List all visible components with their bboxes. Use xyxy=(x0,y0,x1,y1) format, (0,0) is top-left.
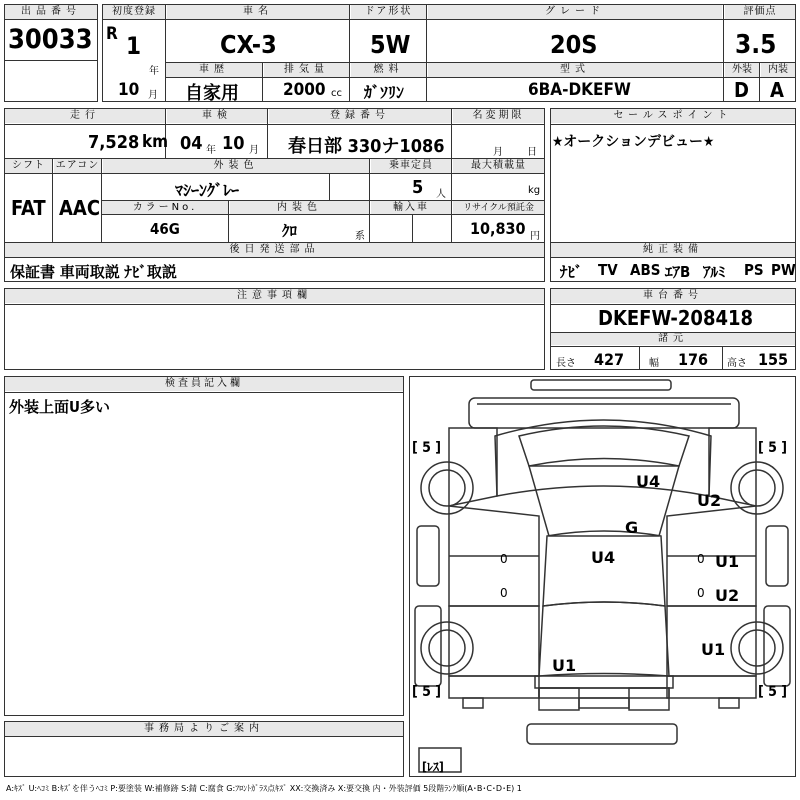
recycle-label: リサイクル預託金 xyxy=(453,201,544,215)
insp-month: 10 xyxy=(222,133,245,154)
first-reg-label: 初度登録 xyxy=(103,5,165,19)
disp-unit: cc xyxy=(331,88,342,99)
spec-label: 諸元 xyxy=(551,333,795,345)
tire-fl: [ 5 ] xyxy=(412,440,442,456)
year-unit: 年 xyxy=(149,66,159,77)
grade-label: グレード xyxy=(428,5,722,19)
insp-year-unit: 年 xyxy=(206,145,216,156)
len-label: 長さ xyxy=(556,358,576,369)
shift-label: シフト xyxy=(5,159,52,173)
ext-label: 外装 xyxy=(725,63,759,77)
history-label: 車歴 xyxy=(166,63,262,77)
mileage: 7,528 xyxy=(88,132,140,153)
score-label: 評価点 xyxy=(725,5,795,19)
intcolor-label: 内装色 xyxy=(230,201,369,215)
interior-color: ｸﾛ xyxy=(282,222,298,240)
width: 176 xyxy=(678,350,709,369)
history: 自家用 xyxy=(185,83,239,104)
damage-trunk: U1 xyxy=(552,656,577,675)
insp-month-unit: 月 xyxy=(249,145,259,156)
disp-label: 排気量 xyxy=(264,63,349,77)
equip-alloy: ｱﾙﾐ xyxy=(703,263,726,281)
zero-rr: 0 xyxy=(697,586,705,600)
wid-label: 幅 xyxy=(649,358,659,369)
month-unit: 月 xyxy=(148,90,158,101)
mileage-unit: km xyxy=(142,132,169,152)
capacity-unit: 人 xyxy=(436,189,446,200)
sales-label: セールスポイント xyxy=(551,109,795,123)
nc-month: 月 xyxy=(493,147,503,158)
reg-month: 10 xyxy=(118,80,140,100)
equip-label: 純正装備 xyxy=(551,243,795,257)
color-label: 外装色 xyxy=(103,159,369,173)
tire-rr: [ 5 ] xyxy=(758,684,788,700)
int-score: A xyxy=(770,78,784,102)
inspector-box xyxy=(4,376,404,716)
int-label: 内装 xyxy=(761,63,795,77)
fuel-label: 燃料 xyxy=(351,63,426,77)
ac-label: エアコン xyxy=(55,160,100,171)
chassis-label: 車台番号 xyxy=(551,289,795,303)
inspector-label: 検査員記入欄 xyxy=(5,377,403,391)
damage-front-right-fender: U2 xyxy=(697,491,722,510)
displacement: 2000 xyxy=(283,80,326,100)
sendlater-items: 保証書 車両取説 ﾅﾋﾞ取説 xyxy=(10,263,177,281)
color-no: 46G xyxy=(150,220,180,238)
damage-rear-right-fender: U1 xyxy=(701,640,726,659)
model-label: 型式 xyxy=(428,63,722,77)
exterior-color: ﾏｼｰﾝｸﾞﾚｰ xyxy=(175,181,240,200)
inspector-note: 外装上面U多い xyxy=(9,398,110,416)
damage-windshield: G xyxy=(625,518,639,537)
legend: A:ｷｽﾞ U:ﾍｺﾐ B:ｷｽﾞを伴うﾍｺﾐ P:要塗装 W:補修跡 S:錆 C:腐食 G:ﾌﾛﾝﾄｶﾞﾗｽ点ｷｽﾞ XX:交換済み X:要交換 内・外装評価 5段階ﾗﾝｸ順(A･B･C･D･E) 1 xyxy=(6,784,522,793)
reg-year: 1 xyxy=(126,32,142,60)
length: 427 xyxy=(594,350,625,369)
zero-fr: 0 xyxy=(697,552,705,566)
score: 3.5 xyxy=(735,30,777,60)
insp-year: 04 xyxy=(180,133,203,154)
import-label: 輸入車 xyxy=(371,201,451,215)
inspection-label: 車検 xyxy=(167,109,267,123)
grade: 20S xyxy=(550,30,598,59)
equip-airbag: ｴｱB xyxy=(665,263,691,281)
equip-tv: TV xyxy=(598,261,618,279)
equip-navi: ﾅﾋﾞ xyxy=(560,263,583,281)
plate-label: 登録番号 xyxy=(269,109,451,123)
lot-label: 出品番号 xyxy=(5,5,97,19)
nc-day: 日 xyxy=(527,147,537,158)
recycle-unit: 円 xyxy=(530,231,540,242)
plate: 春日部 330ナ1086 xyxy=(288,136,445,157)
ext-score: D xyxy=(734,78,749,102)
namechange-label: 名変期限 xyxy=(453,109,544,123)
car-name: CX-3 xyxy=(220,30,277,59)
sales-point: ★オークションデビュー★ xyxy=(552,134,715,150)
hei-label: 高さ xyxy=(727,358,747,369)
door-type: 5W xyxy=(370,30,411,59)
zero-fl: 0 xyxy=(500,552,508,566)
chassis-number: DKEFW-208418 xyxy=(598,306,754,330)
fuel: ｶﾞｿﾘﾝ xyxy=(364,83,405,102)
car-diagram xyxy=(409,376,796,777)
shift: FAT xyxy=(11,196,46,220)
capacity-label: 乗車定員 xyxy=(371,159,451,173)
lot-number: 30033 xyxy=(8,24,93,55)
name-label: 車名 xyxy=(167,5,349,19)
model-code: 6BA-DKEFW xyxy=(528,80,631,100)
damage-hood: U4 xyxy=(636,472,661,491)
era: R xyxy=(106,24,118,44)
damage-rear-right-door: U2 xyxy=(715,586,740,605)
load-label: 最大積載量 xyxy=(453,159,544,173)
mileage-label: 走行 xyxy=(5,109,165,123)
damage-roof: U4 xyxy=(591,548,616,567)
recycle-fee: 10,830 xyxy=(470,219,526,238)
spare-tire: [ﾚｽ] xyxy=(422,760,444,774)
height: 155 xyxy=(758,350,789,369)
zero-rl: 0 xyxy=(500,586,508,600)
caution-label: 注意事項欄 xyxy=(5,289,544,303)
load-unit: kg xyxy=(528,185,541,196)
ac: AAC xyxy=(59,196,101,220)
damage-front-right-door: U1 xyxy=(715,552,740,571)
equip-abs: ABS xyxy=(630,261,661,279)
sendlater-label: 後日発送部品 xyxy=(5,243,544,257)
door-label: ドア形状 xyxy=(351,5,426,19)
office-label: 事務局よりご案内 xyxy=(5,722,403,736)
equip-pw: PW xyxy=(771,261,796,279)
colorno-label: カラーNo. xyxy=(102,201,228,215)
equip-ps: PS xyxy=(744,261,764,279)
intcolor-unit: 系 xyxy=(355,231,365,242)
tire-fr: [ 5 ] xyxy=(758,440,788,456)
capacity: 5 xyxy=(412,177,424,198)
tire-rl: [ 5 ] xyxy=(412,684,442,700)
